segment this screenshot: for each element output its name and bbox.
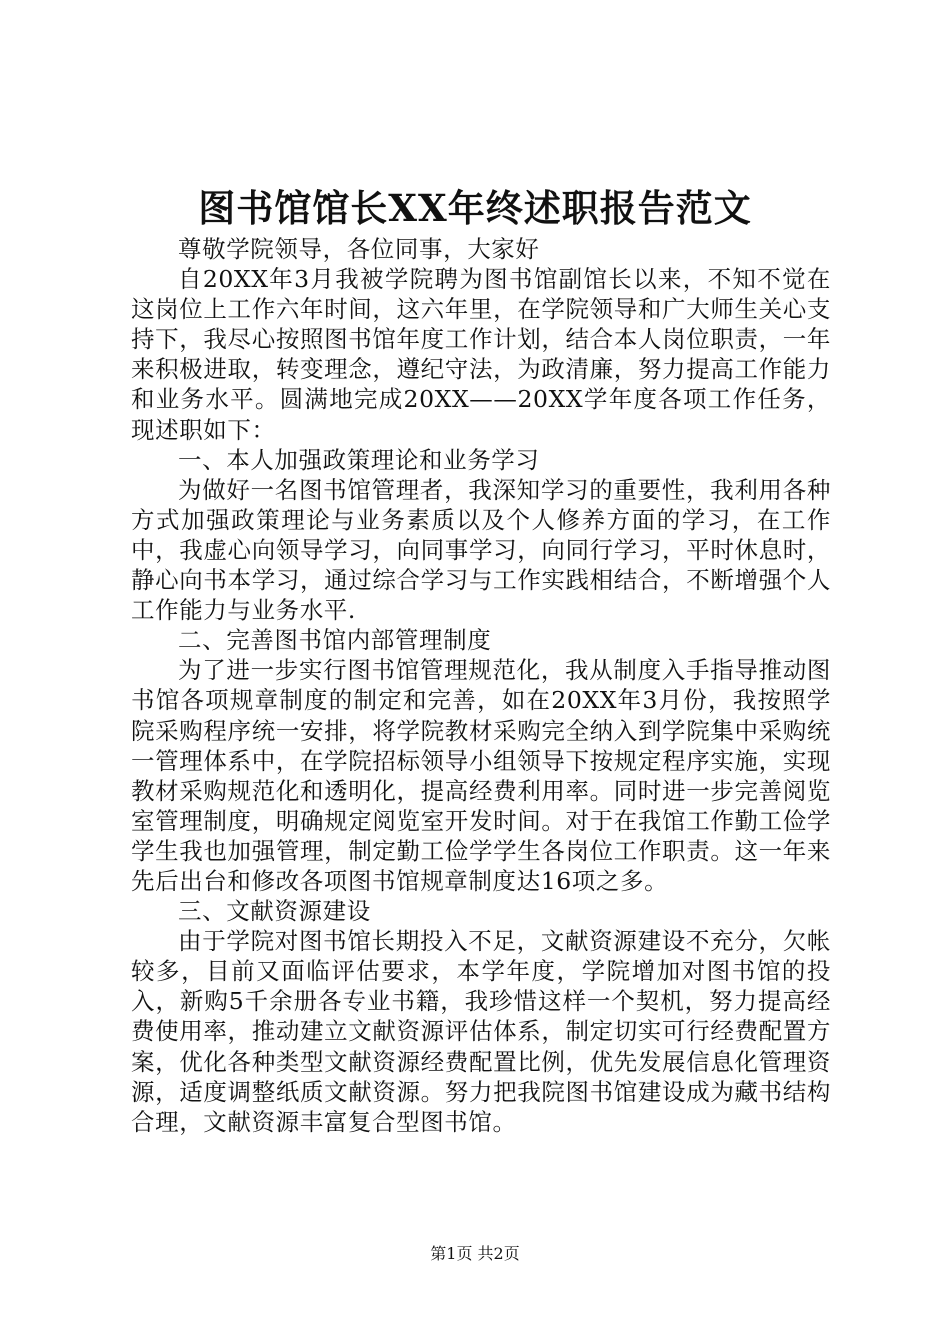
- intro-paragraph: 自20XX年3月我被学院聘为图书馆副馆长以来，不知不觉在这岗位上工作六年时间，这六年里，在学院领导和广大师生关心支持下，我尽心按照图书馆年度工作计划，结合本人岗位职责，一年来积极进取，转变理念，遵纪守法，为政清廉，努力提高工作能力和业务水平。圆满地完成20XX——20XX学年度各项工作任务，现述职如下：: [131, 265, 831, 444]
- section-heading-1: 一、本人加强政策理论和业务学习: [178, 445, 540, 474]
- greeting-paragraph: 尊敬学院领导，各位同事，大家好: [178, 235, 540, 263]
- section-2-paragraph: 为了进一步实行图书馆管理规范化，我从制度入手指导推动图书馆各项规章制度的制定和完善，如在20XX年3月份，我按照学院采购程序统一安排，将学院教材采购完全纳入到学院集中采购统一管理体系中，在学院招标领导小组领导下按规定程序实施，实现教材采购规范化和透明化，提高经费利用率。同时进一步完善阅览室管理制度，明确规定阅览室开发时间。对于在我馆工作勤工俭学学生我也加强管理，制定勤工俭学学生各岗位工作职责。这一年来先后出台和修改各项图书馆规章制度达16项之多。: [131, 656, 831, 895]
- section-1-paragraph: 为做好一名图书馆管理者，我深知学习的重要性，我利用各种方式加强政策理论与业务素质以及个人修养方面的学习，在工作中，我虚心向领导学习，向同事学习，向同行学习，平时休息时，静心向书本学习，通过综合学习与工作实践相结合，不断增强个人工作能力与业务水平.: [131, 475, 831, 625]
- document-title: 图书馆馆长XX年终述职报告范文: [198, 186, 752, 230]
- section-heading-2: 二、完善图书馆内部管理制度: [178, 626, 492, 655]
- page-number-footer: 第1页 共2页: [430, 1244, 520, 1263]
- section-3-paragraph: 由于学院对图书馆长期投入不足，文献资源建设不充分，欠帐较多，目前又面临评估要求，本学年度，学院增加对图书馆的投入，新购5千余册各专业书籍，我珍惜这样一个契机，努力提高经费使用率，推动建立文献资源评估体系，制定切实可行经费配置方案，优化各种类型文献资源经费配置比例，优先发展信息化管理资源，适度调整纸质文献资源。努力把我院图书馆建设成为藏书结构合理，文献资源丰富复合型图书馆。: [131, 927, 831, 1136]
- document-body: [131, 234, 831, 1137]
- section-heading-3: 三、文献资源建设: [178, 897, 371, 926]
